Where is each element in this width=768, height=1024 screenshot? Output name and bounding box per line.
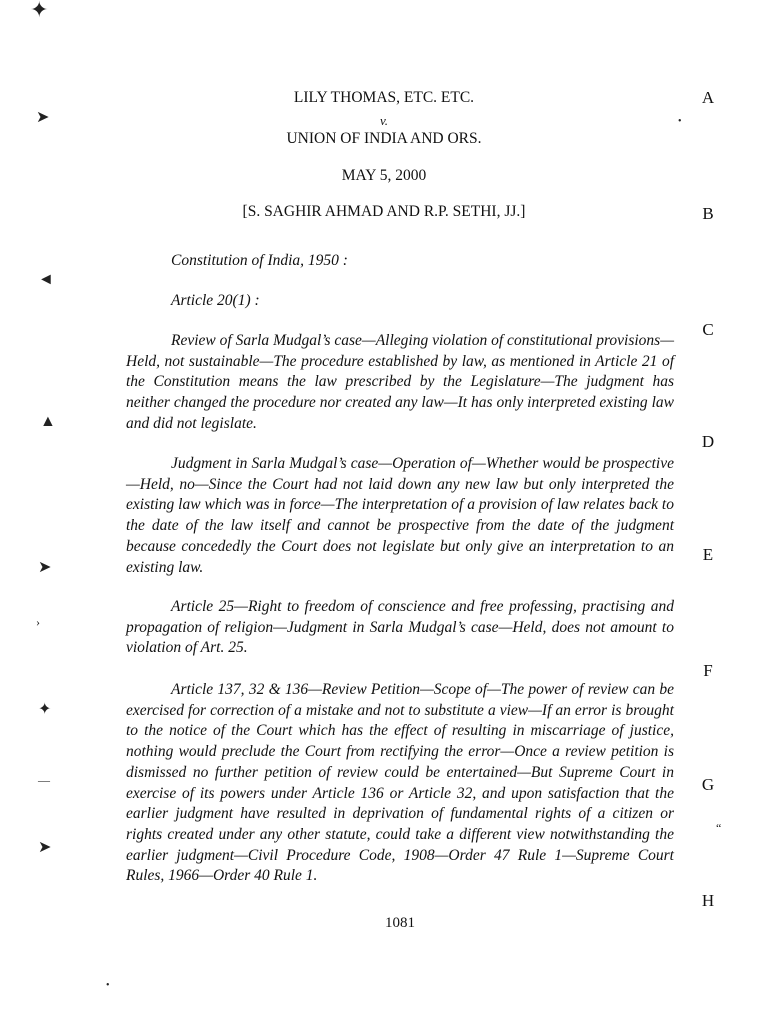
party-2: UNION OF INDIA AND ORS. [286,130,482,147]
binding-mark: ◄ [38,271,54,288]
decision-date: MAY 5, 2000 [341,167,427,184]
margin-letter-g: G [701,775,715,794]
binding-mark: › [36,615,40,629]
binding-mark: ➤ [38,839,52,856]
headnote-paragraph-4: Article 137, 32 & 136—Review Petition—Scope of—The power of review can be exercised for correction of a mistake and not to substitute a view—If an error is brought to the notice of the Court which has the effect of resulting in miscarriage of justice, nothing would preclude the Court from rectifying the error—Once a review petition is dismissed no further petition of review could be entertained—But Supreme Court in exercise of its powers under Article 136 or Article 32, and upon satisfaction that the earlier judgment have resulted in deprivation of fundamental rights of a citizen or rights created under any other statute, could take a different view notwithstanding the earlier judgment—Civil Procedure Code, 1908—Order 47 Rule 1—Supreme Court Rules, 1966—Order 40 Rule 1. [126,681,674,885]
margin-letter-c: C [702,320,714,339]
binding-mark: — [38,773,50,787]
binding-mark: ➤ [36,109,50,126]
bench: [S. SAGHIR AHMAD AND R.P. SETHI, JJ.] [242,203,526,220]
margin-letter-d: D [701,432,715,451]
binding-mark: ▲ [40,413,56,430]
margin-letter-h: H [701,891,715,910]
margin-letter-a: A [701,88,715,107]
headnote-paragraph-3: Article 25—Right to freedom of conscience and free professing, practising and propagation of religion—Judgment in Sarla Mudgal’s case—Held, does not amount to violation of Art. 25. [126,598,674,657]
article-heading: Article 20(1) : [171,292,260,309]
versus: v. [379,113,389,128]
scan-speck: “ [716,821,722,835]
scan-speck: • [678,116,682,127]
binding-mark: ➤ [38,559,52,576]
party-1: LILY THOMAS, ETC. ETC. [293,89,475,106]
margin-letter-f: F [703,661,713,680]
margin-letter-b: B [702,204,714,223]
page-number: 1081 [385,915,415,931]
margin-letter-e: E [702,545,714,564]
headnote-paragraph-2: Judgment in Sarla Mudgal’s case—Operation of—Whether would be prospective—Held, no—Since the Court had not laid down any new law but only interpreted the existing law which was in force—The interpretation of a provision of law relates back to the date of the law itself and cannot be prospective from the date of the judgment because concededly the Court does not legislate but only give an interpretation to an existing law. [126,455,674,576]
statute-heading: Constitution of India, 1950 : [171,252,348,269]
scan-speck: • [106,980,110,991]
binding-mark: ✦ [30,0,49,22]
headnote-paragraph-1: Review of Sarla Mudgal’s case—Alleging violation of constitutional provisions—Held, not sustainable—The procedure established by law, as mentioned in Article 21 of the Constitution means the law prescribed by the Legislature—The judgment has neither changed the procedure nor created any law—It has only interpreted existing law and did not legislate. [126,332,674,432]
binding-mark: ✦ [38,701,52,718]
